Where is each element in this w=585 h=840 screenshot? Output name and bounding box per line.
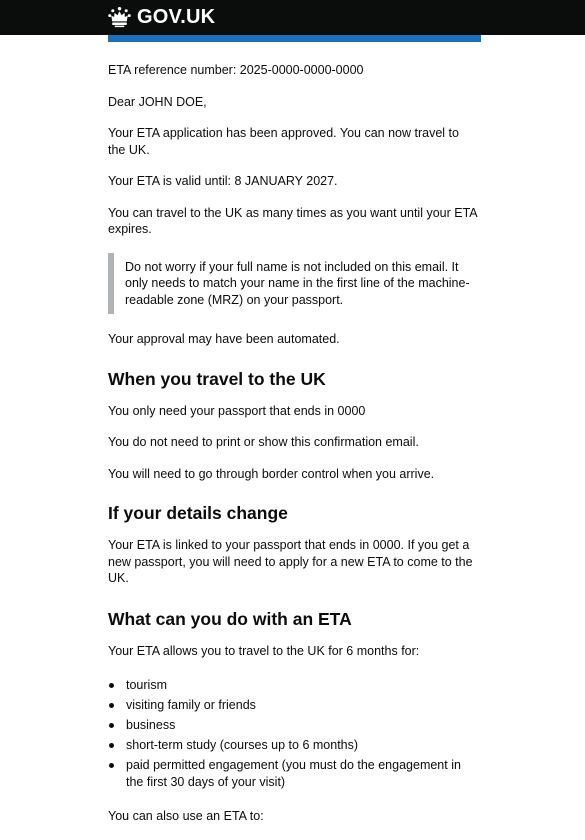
travel-line: You do not need to print or show this confirmation email. — [108, 435, 419, 449]
list-item: paid permitted engagement (you must do the engagement in the first 30 days of your visit) — [108, 757, 478, 790]
travel-line: You only need your passport that ends in 0000 — [108, 403, 366, 418]
travel-times: You can travel to the UK as many times as you want until your ETA expires. — [108, 205, 477, 236]
list-item: short-term study (courses up to 6 months) — [108, 737, 478, 754]
crown-icon — [108, 6, 131, 28]
uses-list — [108, 677, 478, 790]
list-item: tourism — [108, 677, 478, 694]
list-item: business — [108, 717, 478, 734]
travel-line: You will need to go through border control when you arrive. — [108, 466, 435, 481]
email-body — [108, 62, 478, 840]
govuk-logo-text: GOV.UK — [137, 6, 216, 28]
heading-details: If your details change — [108, 503, 288, 523]
uses-intro: Your ETA allows you to travel to the UK for 6 months for: — [108, 643, 420, 658]
uses-also: You can also use an ETA to: — [108, 809, 264, 823]
greeting: Dear JOHN DOE, — [108, 94, 207, 109]
eta-reference: ETA reference number: 2025-0000-0000-0000 — [108, 63, 364, 77]
approval-message: Your ETA application has been approved. You can now travel to the UK. — [108, 126, 459, 157]
heading-travel: When you travel to the UK — [108, 368, 326, 389]
list-item: visiting family or friends — [108, 697, 478, 714]
automated-note: Your approval may have been automated. — [108, 332, 340, 346]
govuk-header — [0, 0, 585, 35]
govuk-logo-link[interactable] — [108, 5, 215, 29]
details-text: Your ETA is linked to your passport that ends in 0000. If you get a new passport, you will need to apply for a new ETA to come to the UK. — [108, 538, 473, 585]
inset-paragraph: Do not worry if your full name is not included on this email. It only needs to match your name in the first line of the machine-readable zone (MRZ) on your passport. — [125, 259, 470, 307]
valid-until: Your ETA is valid until: 8 JANUARY 2027. — [108, 174, 338, 188]
header-accent-bar — [108, 35, 481, 42]
inset-text — [108, 253, 478, 315]
heading-uses: What can you do with an ETA — [108, 608, 352, 629]
